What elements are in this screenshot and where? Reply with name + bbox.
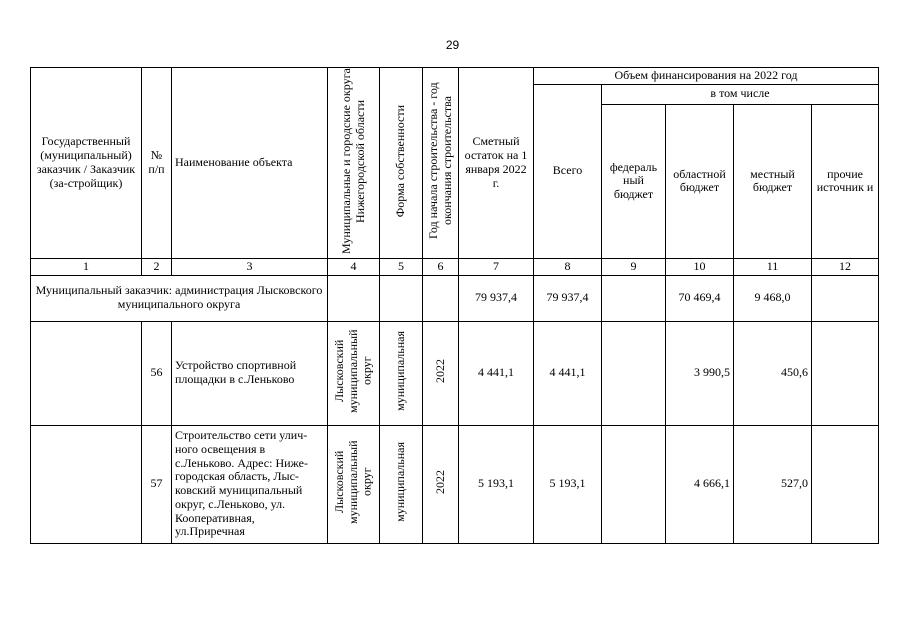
row-regional: 3 990,5 [666, 321, 734, 425]
header-years: Год начала строительства - год окончания строительства [423, 68, 459, 259]
group-federal [602, 275, 666, 321]
column-number: 4 [328, 258, 380, 275]
column-number: 3 [172, 258, 328, 275]
header-customer: Государственный (муниципальный) заказчик / Заказчик (за-стройщик) [31, 68, 142, 259]
header-federal: федераль ный бюджет [602, 104, 666, 258]
group-years-cell [423, 275, 459, 321]
row-balance: 5 193,1 [459, 425, 534, 543]
header-including: в том числе [602, 84, 879, 104]
header-other: прочие источник и [812, 104, 879, 258]
row-municipality: Лысковский муниципальный округ [328, 425, 380, 543]
row-ownership: муниципальная [380, 425, 423, 543]
column-number: 1 [31, 258, 142, 275]
row-customer [31, 425, 142, 543]
table-row [31, 321, 879, 425]
group-regional: 70 469,4 [666, 275, 734, 321]
column-number: 10 [666, 258, 734, 275]
header-number: № п/п [142, 68, 172, 259]
column-number: 6 [423, 258, 459, 275]
row-other [812, 425, 879, 543]
row-balance: 4 441,1 [459, 321, 534, 425]
header-regional: областной бюджет [666, 104, 734, 258]
group-municipality-cell [328, 275, 380, 321]
row-object-name: Устройство спортивной площадки в с.Леньково [172, 321, 328, 425]
row-years: 2022 [423, 425, 459, 543]
row-customer [31, 321, 142, 425]
header-funding: Объем финансирования на 2022 год [534, 68, 879, 85]
group-title: Муниципальный заказчик: администрация Лысковского муниципального округа [31, 275, 328, 321]
group-local: 9 468,0 [734, 275, 812, 321]
header-local: местный бюджет [734, 104, 812, 258]
row-total: 5 193,1 [534, 425, 602, 543]
group-balance: 79 937,4 [459, 275, 534, 321]
row-total: 4 441,1 [534, 321, 602, 425]
column-number: 7 [459, 258, 534, 275]
column-number: 12 [812, 258, 879, 275]
column-number: 8 [534, 258, 602, 275]
column-number-row [31, 258, 879, 275]
header-municipality: Муниципальные и городские округа Нижегородской области [328, 68, 380, 259]
group-ownership-cell [380, 275, 423, 321]
page-number: 29 [445, 38, 460, 52]
header-ownership: Форма собственности [380, 68, 423, 259]
row-number: 57 [142, 425, 172, 543]
row-ownership: муниципальная [380, 321, 423, 425]
header-object-name: Наименование объекта [172, 68, 328, 259]
row-federal [602, 425, 666, 543]
row-federal [602, 321, 666, 425]
column-number: 5 [380, 258, 423, 275]
row-number: 56 [142, 321, 172, 425]
group-total: 79 937,4 [534, 275, 602, 321]
group-other [812, 275, 879, 321]
row-local: 527,0 [734, 425, 812, 543]
row-years: 2022 [423, 321, 459, 425]
row-other [812, 321, 879, 425]
column-number: 11 [734, 258, 812, 275]
row-municipality: Лысковский муниципальный округ [328, 321, 380, 425]
row-regional: 4 666,1 [666, 425, 734, 543]
header-total: Всего [534, 84, 602, 258]
table-row [31, 425, 879, 543]
column-number: 2 [142, 258, 172, 275]
row-local: 450,6 [734, 321, 812, 425]
header-balance: Сметный остаток на 1 января 2022 г. [459, 68, 534, 259]
column-number: 9 [602, 258, 666, 275]
row-object-name: Строительство сети улич-ного освещения в с.Леньково. Адрес: Ниже-городская область, Лыс-ковский муниципальный округ, с.Леньково, ул. Кооперативная, ул.Приречная [172, 425, 328, 543]
group-row [31, 275, 879, 321]
funding-table [30, 67, 879, 544]
